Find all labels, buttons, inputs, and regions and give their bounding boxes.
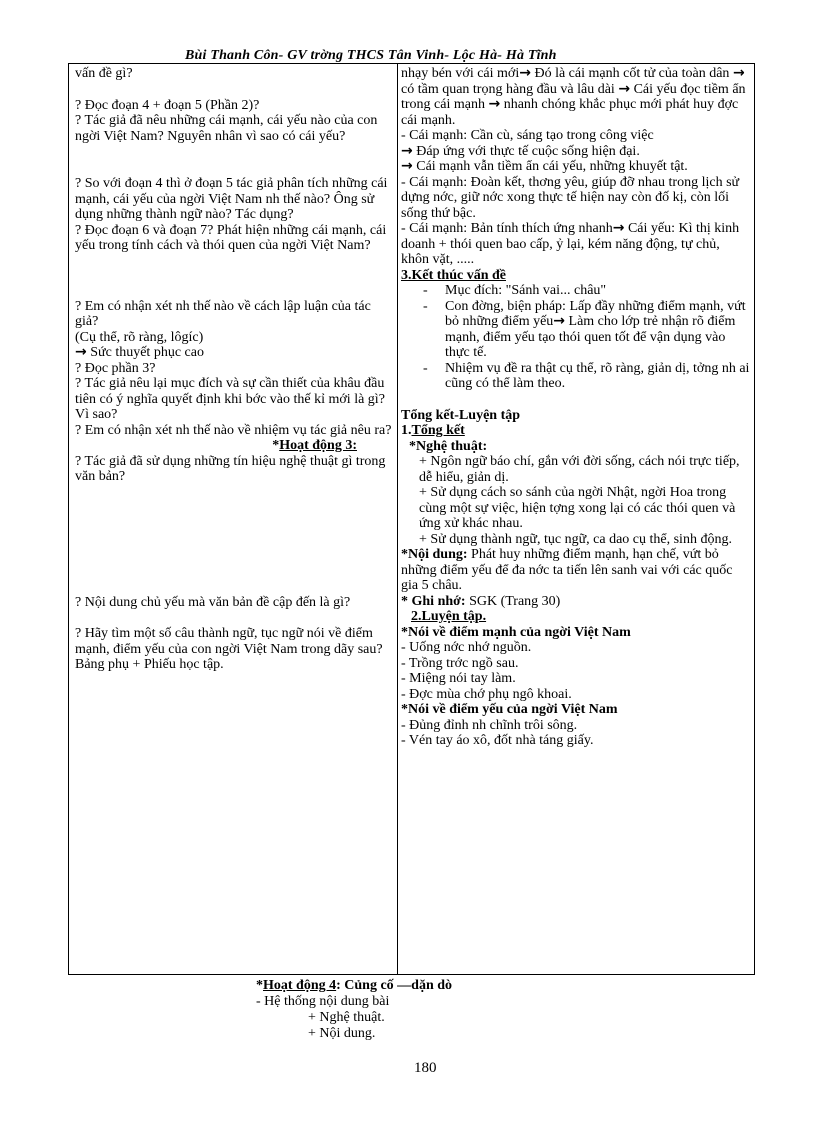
subheading: *Nói về điểm yếu của ngời Việt Nam xyxy=(401,702,618,717)
right-line: - Đủng đỉnh nh chĩnh trôi sông. xyxy=(401,717,578,733)
lesson-table xyxy=(68,63,755,975)
left-line: ? Nội dung chủ yếu mà văn bản đề cập đến là gì? xyxy=(75,594,351,610)
activity-heading: *Hoạt động 3: xyxy=(272,438,357,453)
bullet-item: - Mục đích: "Sánh vai... châu" xyxy=(423,283,607,298)
subheading: *Nói về điểm mạnh của ngời Việt Nam xyxy=(401,624,631,640)
right-line: - Đợc mùa chớ phụ ngô khoai. xyxy=(401,686,572,702)
left-line: ? Đọc đoạn 6 và đoạn 7? Phát hiện những cái mạnh, cái yếu trong tính cách và thói quen của ngời Việt Nam? xyxy=(75,222,387,253)
right-arrow-icon: → xyxy=(553,313,566,329)
right-arrow-icon: → xyxy=(401,158,413,174)
left-line: ? Tác giả đã nêu những cái mạnh, cái yếu nào của con ngời Việt Nam? Nguyên nhân vì sao có cái yếu? xyxy=(75,113,378,144)
right-line: - Vén tay áo xô, đốt nhà táng giấy. xyxy=(401,733,594,748)
right-arrow-icon: → xyxy=(488,96,501,112)
left-line: ? Tác giả đã sử dụng những tín hiệu nghệ thuật gì trong văn bản? xyxy=(75,453,386,484)
bullet-item: - Nhiệm vụ đề ra thật cụ thể, rõ ràng, giản dị, tởng nh ai cũng có thể làm theo. xyxy=(423,360,750,391)
right-arrow-icon: → xyxy=(612,220,625,236)
left-line: ? Tác giả nêu lại mục đích và sự cần thiết của khâu đầu tiên có ý nghĩa quyết định khi bớc vào thế kỉ mới là gì? Vì sao? xyxy=(75,376,385,422)
left-line: ? Hãy tìm một số câu thành ngữ, tục ngữ nói về điểm mạnh, điểm yếu của con ngời Việt Nam trong dãy sau? Bảng phụ + Phiếu học tập. xyxy=(75,626,383,672)
right-line: - Miệng nói tay làm. xyxy=(401,671,516,686)
left-line: → Sức thuyết phục cao xyxy=(75,344,204,360)
section-heading: 3.Kết thúc vấn đề xyxy=(401,267,506,283)
right-arrow-icon: → xyxy=(75,344,87,360)
right-line: nhạy bén với cái mới→ Đó là cái mạnh cốt tử của toàn dân → có tầm quan trọng hàng đầu và lâu dài → Cái yếu đọc tiềm ẩn trong cái mạnh → nhanh chóng khắc phục mới phát huy đợc cái mạnh. xyxy=(401,65,746,128)
right-arrow-icon: → xyxy=(732,65,745,81)
right-line: + Sử dụng thành ngữ, tục ngữ, ca dao cụ thể, sinh động. xyxy=(419,531,732,547)
right-line: * Ghi nhớ: SGK (Trang 30) xyxy=(401,593,561,609)
subheading: *Nghệ thuật: xyxy=(409,438,488,454)
right-line: → Đáp ứng với thực tế cuộc sống hiện đại. xyxy=(401,142,640,159)
right-arrow-icon: → xyxy=(401,142,413,159)
page-number: 180 xyxy=(414,1060,437,1076)
left-line: (Cụ thể, rõ ràng, lôgíc) xyxy=(75,329,204,345)
right-line: - Cái mạnh: Bản tính thích ứng nhanh→ Cái yếu: Kì thị kinh doanh + thói quen bao cấp, ỷ lại, kém năng động, tự chủ, khôn vặt, ..... xyxy=(401,220,740,267)
right-line: - Trồng trớc ngồ sau. xyxy=(401,655,519,671)
left-line: ? Em có nhận xét nh thế nào về nhiệm vụ tác giả nêu ra? xyxy=(75,422,392,438)
right-line: - Cái mạnh: Cần cù, sáng tạo trong công việc xyxy=(401,128,654,143)
right-line: - Cái mạnh: Đoàn kết, thơng yêu, giúp đỡ nhau trong lịch sử dựng nớc, giữ nớc xong thực tế hiện nay còn đố kị, còn lối sống thứ bậc. xyxy=(401,174,740,221)
left-line: ? Đọc đoạn 4 + đoạn 5 (Phần 2)? xyxy=(75,97,260,113)
section-heading: 2.Luyện tập. xyxy=(411,609,487,624)
section-heading: Tổng kết-Luyện tập xyxy=(401,407,521,423)
section-heading: 1.Tổng kết xyxy=(401,423,465,438)
left-line: ? So với đoạn 4 thì ở đoạn 5 tác giả phân tích những cái mạnh, cái yếu của ngời Việt Nam nh thế nào? Ông sử dụng những thành ngữ nào? Tác dụng? xyxy=(75,176,388,222)
footer-line: - Hệ thống nội dung bài xyxy=(256,994,390,1009)
right-line: - Uống nớc nhớ nguồn. xyxy=(401,640,532,655)
footer-heading: *Hoạt động 4: Củng cố —dặn dò xyxy=(256,978,453,993)
page-header: Bùi Thanh Côn- GV trờng THCS Tân Vinh- Lộc Hà- Hà Tĩnh xyxy=(185,48,557,63)
right-line: *Nội dung: Phát huy những điểm mạnh, hạn chế, vứt bỏ những điểm yếu để đa nớc ta tiến lên sanh vai với các quốc gia 5 châu. xyxy=(401,547,733,593)
right-line: + Sử dụng cách so sánh của ngời Nhật, ngời Hoa trong cùng một sự việc, hiện tợng xong lại có các thói quen và ứng xử khác nhau. xyxy=(419,485,736,531)
footer-line: + Nghệ thuật. xyxy=(308,1010,385,1025)
footer-section xyxy=(256,978,452,1042)
footer-line: + Nội dung. xyxy=(308,1026,376,1041)
left-line: ? Em có nhận xét nh thế nào về cách lập luận của tác giả? xyxy=(75,298,371,329)
bullet-item: - Con đờng, biện pháp: Lấp đầy những điểm mạnh, vứt bỏ những điểm yếu→ Làm cho lớp trẻ nhận rõ điểm mạnh, điểm yếu tạo thói quen tốt để vận dụng vào thực tế. xyxy=(423,298,746,360)
answers-column xyxy=(401,66,751,749)
column-divider xyxy=(397,64,398,974)
right-arrow-icon: → xyxy=(519,65,531,81)
questions-column xyxy=(75,66,397,673)
left-line: ? Đọc phần 3? xyxy=(75,360,156,376)
right-arrow-icon: → xyxy=(618,80,631,97)
right-line: → Cái mạnh vẫn tiềm ẩn cái yếu, những khuyết tật. xyxy=(401,158,688,174)
left-line: vấn đề gì? xyxy=(75,66,133,81)
right-line: + Ngôn ngữ báo chí, gắn với đời sống, cách nói trực tiếp, dễ hiểu, giản dị. xyxy=(419,454,740,485)
